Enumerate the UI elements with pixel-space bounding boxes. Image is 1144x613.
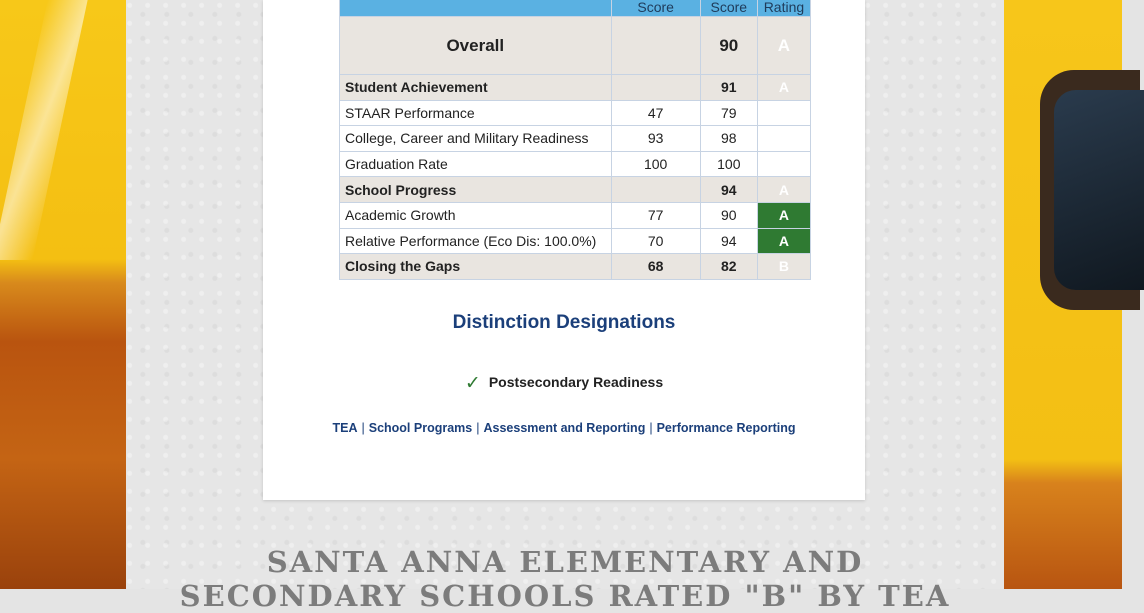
row-score-2: 82 (700, 254, 757, 280)
row-rating: A (757, 228, 810, 254)
separator: | (649, 421, 653, 435)
overall-row (340, 17, 811, 75)
table-row (340, 126, 811, 152)
row-label: Student Achievement (340, 75, 612, 101)
row-rating (757, 100, 810, 126)
row-score-1: 77 (611, 202, 700, 228)
row-label: Closing the Gaps (340, 254, 612, 280)
footer-links (263, 421, 865, 435)
header-rating: Rating (757, 0, 810, 17)
overall-rating: A (757, 17, 810, 75)
header-score-1: Score (611, 0, 700, 17)
link-performance-reporting[interactable]: Performance Reporting (656, 421, 796, 435)
row-score-1 (611, 177, 700, 203)
row-rating (757, 151, 810, 177)
row-rating: A (757, 177, 810, 203)
row-score-1: 68 (611, 254, 700, 280)
row-label: Relative Performance (Eco Dis: 100.0%) (340, 228, 612, 254)
distinction-item (263, 372, 865, 395)
row-score-2: 94 (700, 228, 757, 254)
table-header-row (340, 0, 811, 17)
header-score-2: Score (700, 0, 757, 17)
row-score-2: 79 (700, 100, 757, 126)
school-bus-left-photo (0, 0, 126, 589)
table-row (340, 177, 811, 203)
table-row (340, 100, 811, 126)
row-score-1 (611, 75, 700, 101)
overall-label: Overall (340, 17, 612, 75)
table-row (340, 228, 811, 254)
row-rating: A (757, 75, 810, 101)
overall-score-1 (611, 17, 700, 75)
table-row (340, 254, 811, 280)
article-headline (126, 545, 1004, 613)
row-label: Academic Growth (340, 202, 612, 228)
row-score-1: 70 (611, 228, 700, 254)
overall-score-2: 90 (700, 17, 757, 75)
link-school-programs[interactable]: School Programs (368, 421, 473, 435)
row-rating: B (757, 254, 810, 280)
row-score-2: 98 (700, 126, 757, 152)
checkmark-icon: ✓ (464, 373, 481, 394)
row-label: School Progress (340, 177, 612, 203)
link-assessment-and-reporting[interactable]: Assessment and Reporting (483, 421, 646, 435)
table-row (340, 151, 811, 177)
row-score-2: 90 (700, 202, 757, 228)
table-row (340, 75, 811, 101)
headline-line-1: SANTA ANNA ELEMENTARY AND (266, 545, 864, 579)
row-score-1: 93 (611, 126, 700, 152)
accountability-ratings-table (339, 0, 811, 280)
separator: | (476, 421, 480, 435)
row-label: College, Career and Military Readiness (340, 126, 612, 152)
row-label: STAAR Performance (340, 100, 612, 126)
link-tea[interactable]: TEA (332, 421, 358, 435)
light-streak (0, 0, 88, 260)
header-label (340, 0, 612, 17)
distinction-designations-title: Distinction Designations (452, 312, 676, 333)
row-label: Graduation Rate (340, 151, 612, 177)
row-score-1: 47 (611, 100, 700, 126)
row-score-2: 94 (700, 177, 757, 203)
row-score-2: 91 (700, 75, 757, 101)
school-bus-right-photo (1004, 0, 1122, 589)
row-score-2: 100 (700, 151, 757, 177)
bus-window-glass (1054, 90, 1144, 290)
table-row (340, 202, 811, 228)
separator: | (361, 421, 365, 435)
row-score-1: 100 (611, 151, 700, 177)
row-rating: A (757, 202, 810, 228)
headline-line-2: SECONDARY SCHOOLS RATED "B" BY TEA (179, 579, 951, 613)
row-rating (757, 126, 810, 152)
distinction-label: Postsecondary Readiness (488, 374, 664, 390)
